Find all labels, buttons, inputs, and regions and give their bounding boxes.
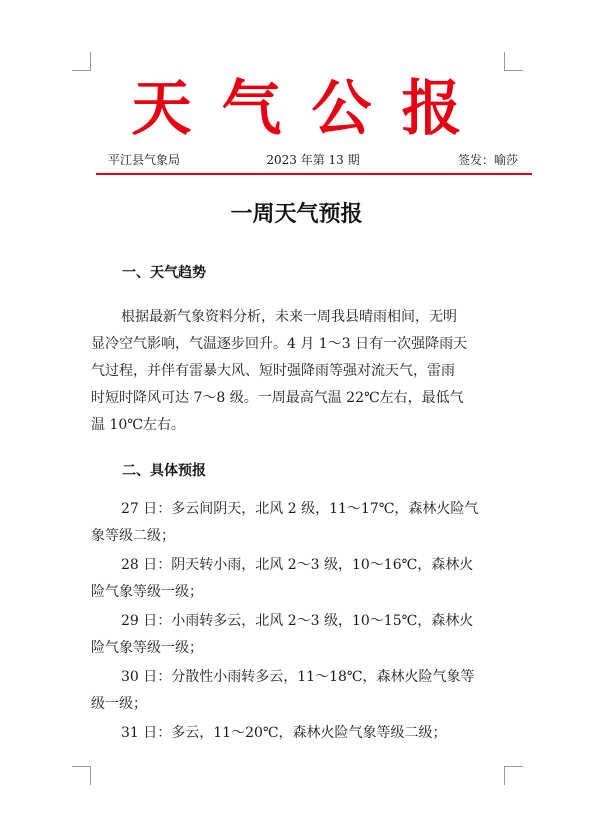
forecast-line: 30 日：分散性小雨转多云，11～18℃，森林火险气象等 — [121, 669, 475, 685]
forecast-line: 27 日：多云间阴天，北风 2 级，11～17℃，森林火险气 — [121, 501, 479, 517]
forecast-line: 28 日：阴天转小雨，北风 2～3 级，10～16℃，森林火 — [121, 557, 474, 573]
document-title: 一周天气预报 — [230, 202, 363, 227]
forecast-item — [91, 608, 511, 662]
section-heading-forecast: 二、具体预报 — [122, 463, 206, 479]
section-heading-trend: 一、天气趋势 — [122, 265, 206, 281]
forecast-item — [91, 664, 511, 718]
forecast-line: 险气象等级一级； — [91, 584, 203, 600]
forecast-line: 31 日：多云，11～20℃，森林火险气象等级二级； — [121, 725, 447, 741]
paragraph-line: 温 10℃左右。 — [91, 417, 185, 433]
crop-mark-bottom-right — [504, 766, 523, 785]
forecast-line: 级一级； — [91, 696, 147, 712]
signer-label: 签发：喻莎 — [457, 153, 518, 167]
masthead-info-row — [108, 151, 518, 169]
masthead-divider — [96, 173, 532, 175]
forecast-item — [91, 720, 511, 747]
crop-mark-bottom-left — [72, 766, 91, 785]
forecast-line: 象等级二级； — [91, 528, 175, 544]
masthead-title: 天气公报 — [131, 74, 492, 144]
trend-paragraph — [91, 304, 511, 439]
forecast-item — [91, 496, 511, 550]
crop-mark-top-left — [72, 52, 91, 71]
crop-mark-top-right — [504, 52, 523, 71]
paragraph-line: 根据最新气象资料分析，未来一周我县晴雨相间，无明 — [121, 309, 457, 325]
paragraph-line: 显冷空气影响，气温逐步回升。4 月 1～3 日有一次强降雨天 — [91, 336, 468, 352]
forecast-line: 险气象等级一级； — [91, 640, 203, 656]
paragraph-line: 时短时降风可达 7～8 级。一周最高气温 22℃左右，最低气 — [91, 390, 464, 406]
paragraph-line: 气过程，并伴有雷暴大风、短时强降雨等强对流天气，雷雨 — [91, 363, 455, 379]
issue-label: 2023 年第 13 期 — [266, 153, 360, 167]
forecast-item — [91, 552, 511, 606]
publisher-label: 平江县气象局 — [108, 153, 181, 167]
forecast-line: 29 日：小雨转多云，北风 2～3 级，10～15℃，森林火 — [121, 613, 474, 629]
